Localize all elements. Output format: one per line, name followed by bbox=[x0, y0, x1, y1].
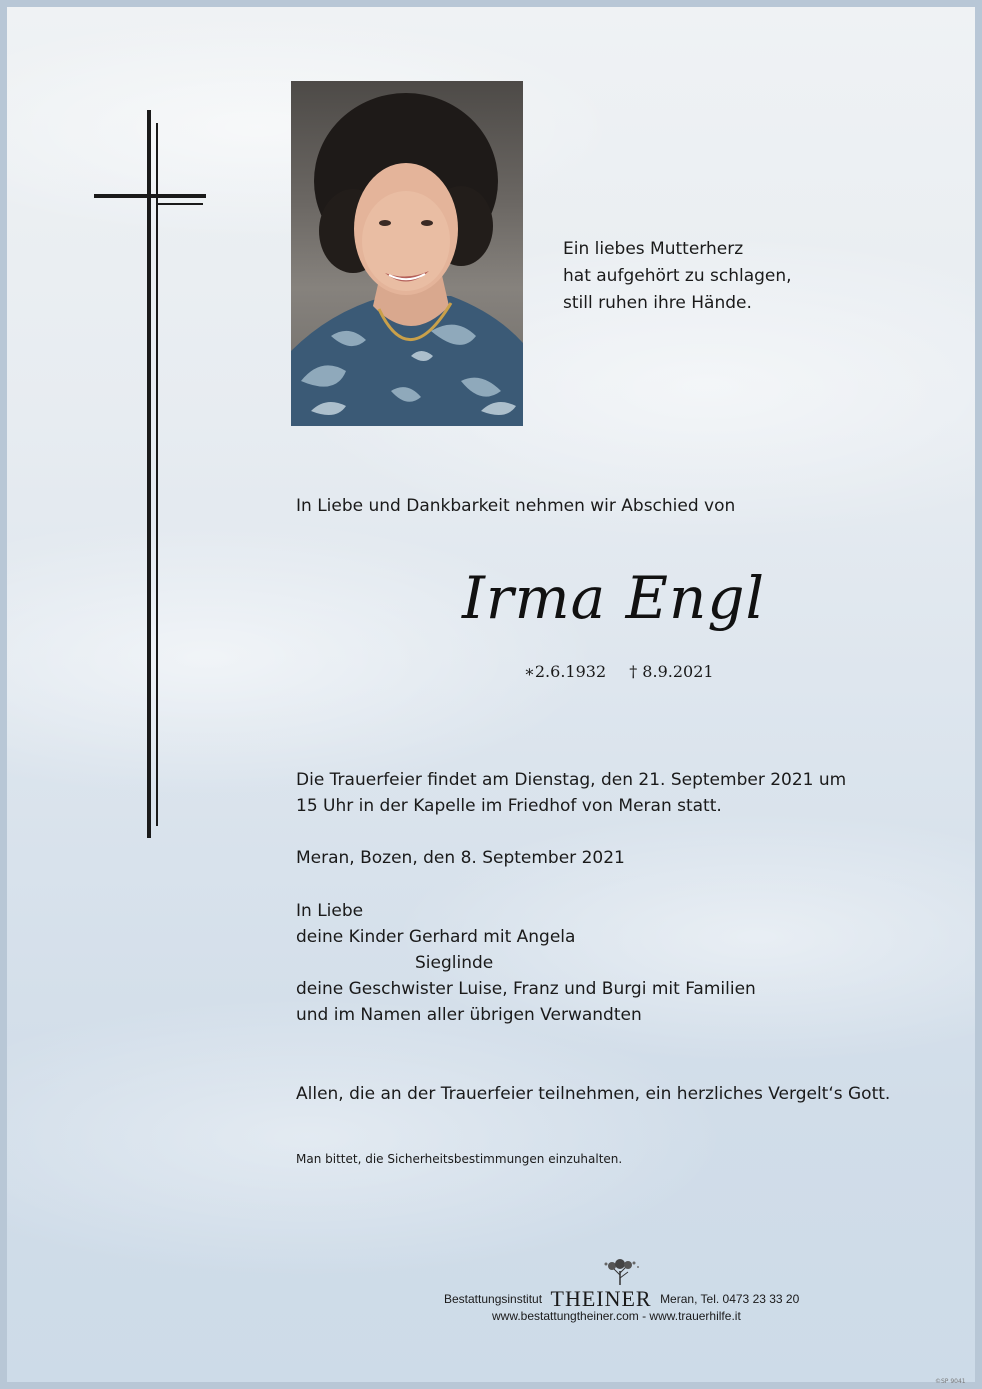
birth-date: ∗2.6.1932 bbox=[524, 662, 607, 681]
family-line: deine Kinder Gerhard mit Angela bbox=[296, 927, 576, 947]
service-info bbox=[296, 767, 846, 819]
template-code: ©SP 9041 bbox=[935, 1378, 966, 1385]
family-list bbox=[296, 898, 756, 1028]
footer-contact: Meran, Tel. 0473 23 33 20 bbox=[660, 1292, 800, 1306]
service-line: 15 Uhr in der Kapelle im Friedhof von Meran statt. bbox=[296, 796, 722, 816]
family-line: In Liebe bbox=[296, 901, 364, 921]
cross-horizontal-bar bbox=[94, 194, 206, 198]
footer-prefix: Bestattungsinstitut bbox=[444, 1292, 543, 1306]
cross-horizontal-line bbox=[156, 203, 203, 205]
family-line: deine Geschwister Luise, Franz und Burgi mit Familien bbox=[296, 979, 756, 999]
safety-notice: Man bittet, die Sicherheitsbestimmungen einzuhalten. bbox=[296, 1152, 623, 1166]
family-line: Sieglinde bbox=[415, 953, 494, 973]
death-date: † 8.9.2021 bbox=[629, 662, 714, 681]
place-date: Meran, Bozen, den 8. September 2021 bbox=[296, 848, 625, 868]
verse-line: still ruhen ihre Hände. bbox=[563, 293, 752, 313]
footer-web: www.bestattungtheiner.com - www.trauerhilfe.it bbox=[492, 1309, 741, 1323]
cross-vertical-line bbox=[156, 123, 158, 826]
verse-line: hat aufgehört zu schlagen, bbox=[563, 266, 792, 286]
tree-logo-icon bbox=[598, 1259, 642, 1285]
footer-brand: THEINER bbox=[550, 1286, 652, 1311]
family-line: und im Namen aller übrigen Verwandten bbox=[296, 1005, 642, 1025]
service-line: Die Trauerfeier findet am Dienstag, den 21. September 2021 um bbox=[296, 770, 847, 790]
thanks-text: Allen, die an der Trauerfeier teilnehmen, ein herzliches Vergelt‘s Gott. bbox=[296, 1084, 891, 1104]
portrait-photo bbox=[291, 81, 523, 426]
deceased-name: Irma Engl bbox=[462, 564, 766, 632]
life-dates bbox=[524, 662, 732, 681]
intro-text: In Liebe und Dankbarkeit nehmen wir Abschied von bbox=[296, 496, 736, 516]
verse bbox=[563, 236, 792, 317]
verse-line: Ein liebes Mutterherz bbox=[563, 239, 744, 259]
cross-vertical-bar bbox=[147, 110, 151, 838]
